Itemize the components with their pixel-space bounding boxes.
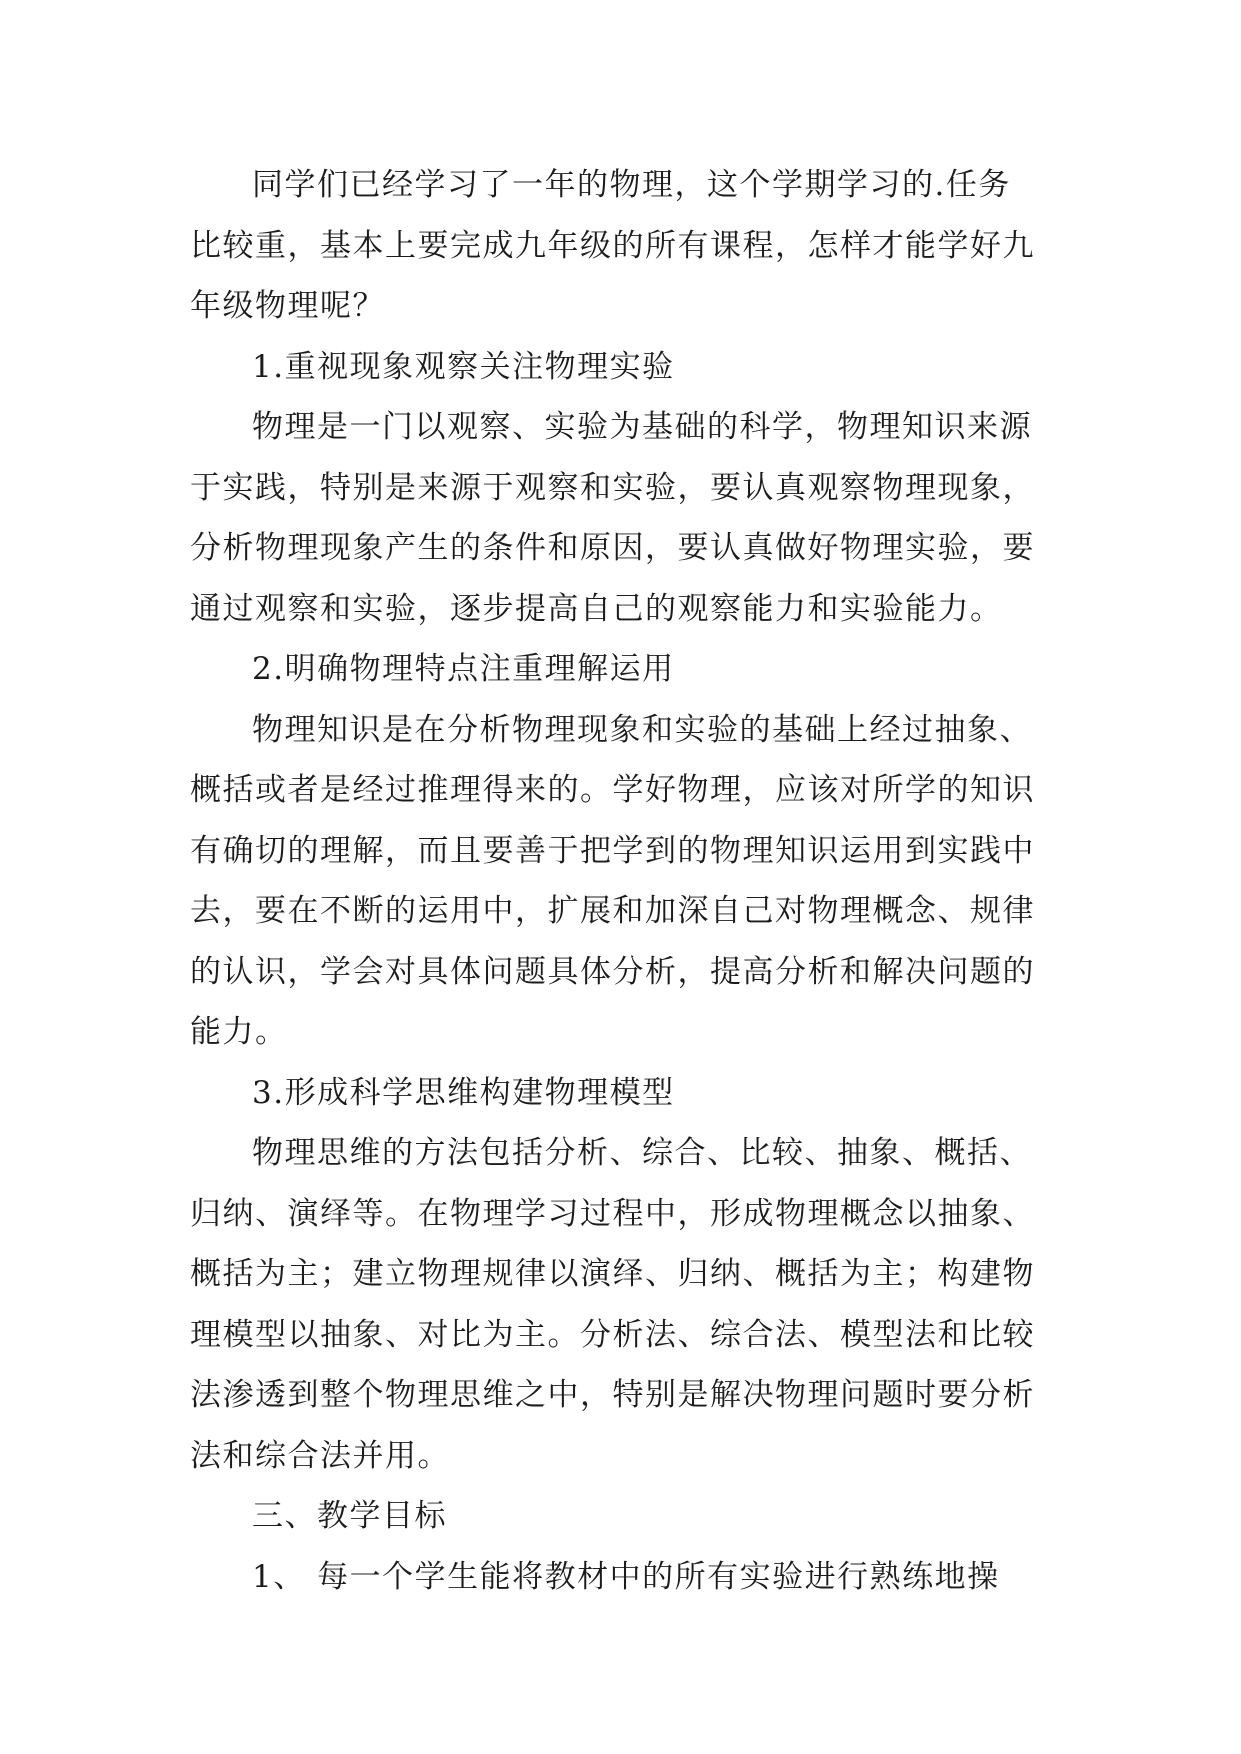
section-heading: 2.明确物理特点注重理解运用 [252, 651, 675, 687]
section-heading: 1.重视现象观察关注物理实验 [252, 348, 675, 385]
paragraph-line: 通过观察和实验，逐步提高自己的观察能力和实验能力。 [190, 590, 1003, 627]
section-heading: 三、教学目标 [252, 1498, 447, 1534]
paragraph-line: 比较重，基本上要完成九年级的所有课程，怎样才能学好九 [190, 227, 1035, 264]
paragraph-line: 物理是一门以观察、实验为基础的科学，物理知识来源 [252, 409, 1032, 445]
section-heading: 3.形成科学思维构建物理模型 [252, 1074, 675, 1111]
paragraph-line: 年级物理呢？ [190, 288, 385, 324]
paragraph-line: 去，要在不断的运用中，扩展和加深自己对物理概念、规律 [190, 893, 1035, 929]
paragraph-line: 能力。 [190, 1014, 288, 1050]
paragraph-line: 有确切的理解，而且要善于把学到的物理知识运用到实践中 [190, 832, 1035, 869]
paragraph-line: 物理思维的方法包括分析、综合、比较、抽象、概括、 [252, 1135, 1032, 1171]
paragraph-line: 的认识，学会对具体问题具体分析，提高分析和解决问题的 [190, 953, 1035, 990]
paragraph-line: 概括或者是经过推理得来的。学好物理，应该对所学的知识 [190, 772, 1035, 808]
paragraph-line: 于实践，特别是来源于观察和实验，要认真观察物理现象， [190, 469, 1035, 506]
paragraph-line: 分析物理现象产生的条件和原因，要认真做好物理实验，要 [190, 530, 1035, 566]
paragraph-line: 同学们已经学习了一年的物理，这个学期学习的.任务 [252, 167, 1011, 203]
paragraph-line: 物理知识是在分析物理现象和实验的基础上经过抽象、 [252, 711, 1032, 748]
paragraph-line: 理模型以抽象、对比为主。分析法、综合法、模型法和比较 [190, 1316, 1035, 1353]
document-body [190, 155, 1070, 1607]
paragraph-line: 法渗透到整个物理思维之中，特别是解决物理问题时要分析 [190, 1377, 1035, 1413]
list-item: 1、 每一个学生能将教材中的所有实验进行熟练地操 [252, 1558, 1000, 1595]
paragraph-line: 法和综合法并用。 [190, 1437, 450, 1474]
paragraph-line: 归纳、演绎等。在物理学习过程中，形成物理概念以抽象、 [190, 1195, 1035, 1232]
paragraph-line: 概括为主；建立物理规律以演绎、归纳、概括为主；构建物 [190, 1256, 1035, 1292]
